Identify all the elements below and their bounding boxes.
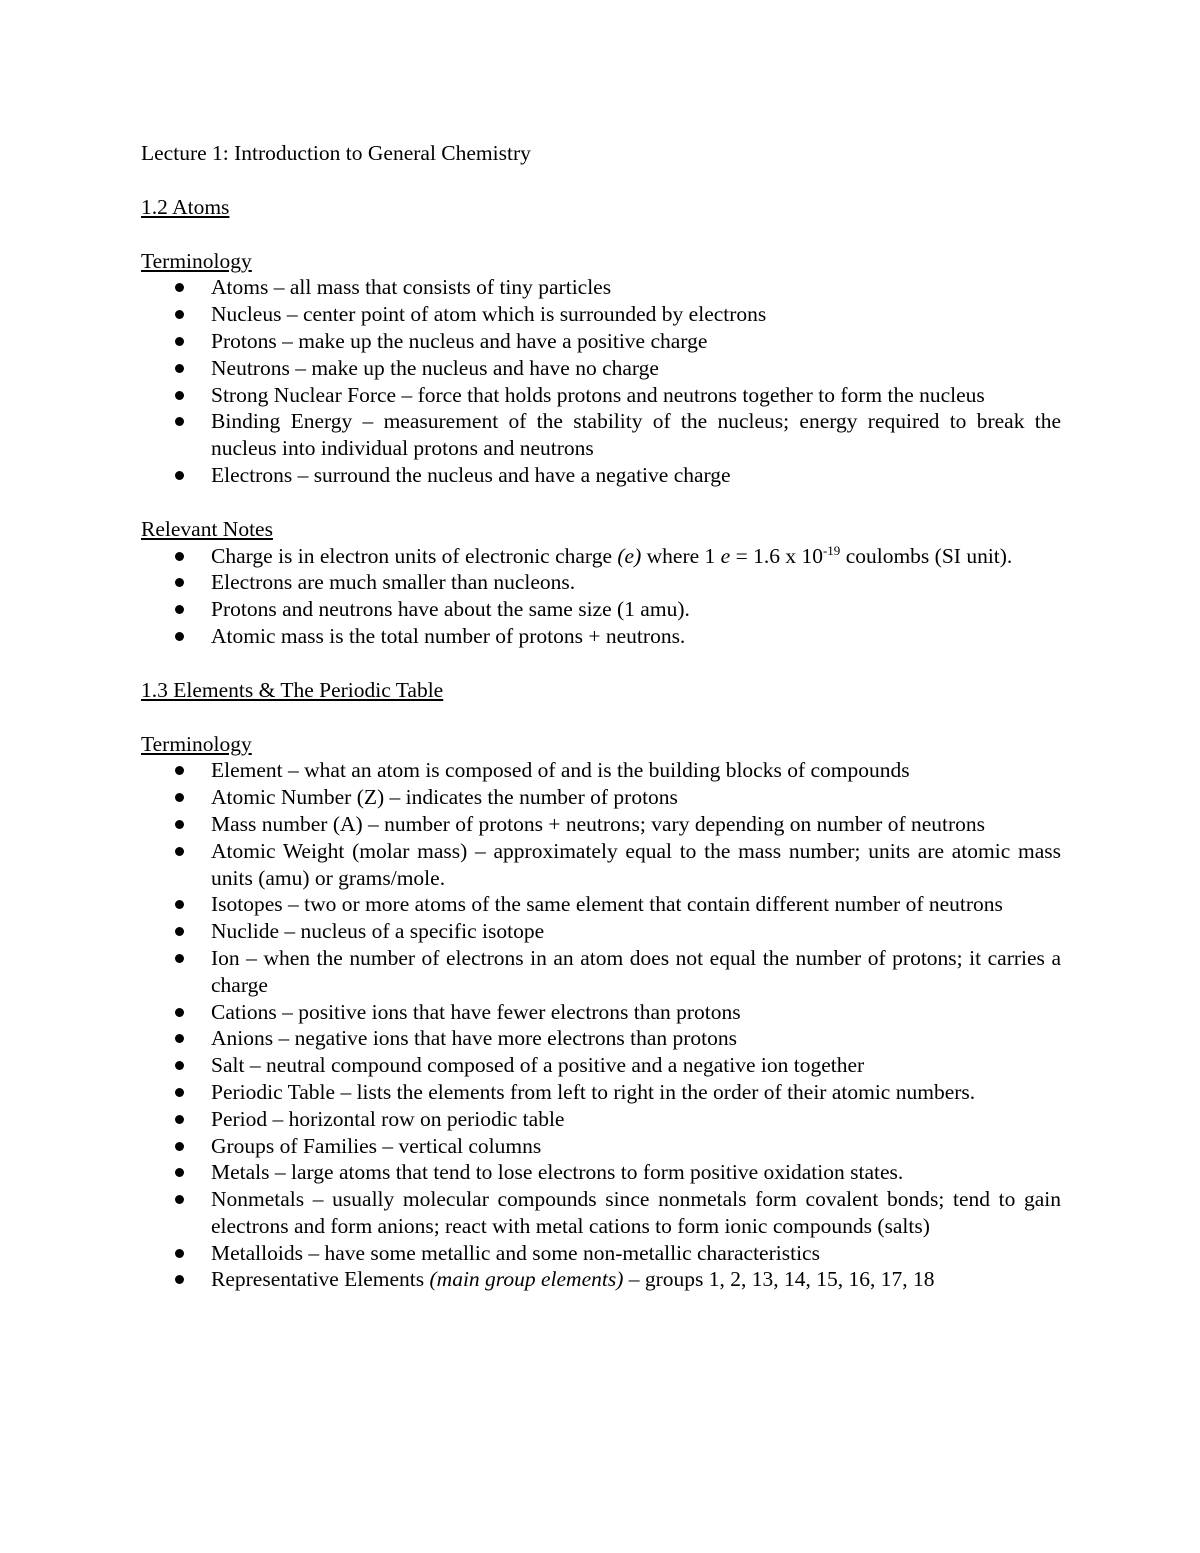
list-item: Protons and neutrons have about the same size (1 amu). xyxy=(141,596,1061,623)
document-page xyxy=(141,140,1061,1320)
list-item: Period – horizontal row on periodic table xyxy=(141,1106,1061,1133)
list-item: Periodic Table – lists the elements from left to right in the order of their atomic numbers. xyxy=(141,1079,1061,1106)
notes-list xyxy=(141,543,1061,650)
list-item: Cations – positive ions that have fewer electrons than protons xyxy=(141,999,1061,1026)
representative-text: Representative Elements xyxy=(211,1267,430,1292)
list-item xyxy=(141,543,1061,570)
list-item: Neutrons – make up the nucleus and have no charge xyxy=(141,355,1061,382)
list-item: Nuclide – nucleus of a specific isotope xyxy=(141,918,1061,945)
list-item: Electrons are much smaller than nucleons. xyxy=(141,569,1061,596)
charge-text: coulombs (SI unit). xyxy=(840,543,1013,568)
list-item: Nonmetals – usually molecular compounds since nonmetals form covalent bonds; tend to gain electrons and form anions; react with metal cations to form ionic compounds (salts) xyxy=(141,1186,1061,1240)
list-item: Atoms – all mass that consists of tiny particles xyxy=(141,274,1061,301)
charge-symbol: (e) xyxy=(617,543,642,568)
list-item: Atomic mass is the total number of protons + neutrons. xyxy=(141,623,1061,650)
charge-value: = 1.6 x 10 xyxy=(730,543,823,568)
list-item: Electrons – surround the nucleus and have a negative charge xyxy=(141,462,1061,489)
list-item: Atomic Weight (molar mass) – approximately equal to the mass number; units are atomic mass units (amu) or grams/mole. xyxy=(141,838,1061,892)
section-heading-elements: 1.3 Elements & The Periodic Table xyxy=(141,677,444,702)
list-item: Isotopes – two or more atoms of the same element that contain different number of neutrons xyxy=(141,891,1061,918)
list-item: Binding Energy – measurement of the stability of the nucleus; energy required to break the nucleus into individual protons and neutrons xyxy=(141,408,1061,462)
section-heading-atoms: 1.2 Atoms xyxy=(141,194,230,219)
charge-text: where 1 xyxy=(641,543,721,568)
terminology-list xyxy=(141,757,1061,1293)
list-item: Mass number (A) – number of protons + neutrons; vary depending on number of neutrons xyxy=(141,811,1061,838)
list-item: Atomic Number (Z) – indicates the number of protons xyxy=(141,784,1061,811)
charge-exponent: -19 xyxy=(822,542,841,558)
list-item: Nucleus – center point of atom which is surrounded by electrons xyxy=(141,301,1061,328)
list-item: Strong Nuclear Force – force that holds protons and neutrons together to form the nucleus xyxy=(141,382,1061,409)
list-item: Element – what an atom is composed of and is the building blocks of compounds xyxy=(141,757,1061,784)
charge-text: Charge is in electron units of electronic charge xyxy=(211,543,618,568)
document-title: Lecture 1: Introduction to General Chemistry xyxy=(141,141,531,165)
terminology-list xyxy=(141,274,1061,488)
representative-italic: (main group elements) xyxy=(429,1267,624,1292)
list-item xyxy=(141,1266,1061,1293)
terminology-heading: Terminology xyxy=(141,731,252,756)
list-item: Metalloids – have some metallic and some non-metallic characteristics xyxy=(141,1240,1061,1267)
list-item: Anions – negative ions that have more electrons than protons xyxy=(141,1025,1061,1052)
representative-text: – groups 1, 2, 13, 14, 15, 16, 17, 18 xyxy=(623,1267,935,1292)
list-item: Metals – large atoms that tend to lose electrons to form positive oxidation states. xyxy=(141,1159,1061,1186)
list-item: Ion – when the number of electrons in an atom does not equal the number of protons; it carries a charge xyxy=(141,945,1061,999)
list-item: Salt – neutral compound composed of a positive and a negative ion together xyxy=(141,1052,1061,1079)
charge-symbol: e xyxy=(720,543,731,568)
relevant-notes-heading: Relevant Notes xyxy=(141,516,273,541)
list-item: Protons – make up the nucleus and have a positive charge xyxy=(141,328,1061,355)
terminology-heading: Terminology xyxy=(141,248,252,273)
list-item: Groups of Families – vertical columns xyxy=(141,1133,1061,1160)
